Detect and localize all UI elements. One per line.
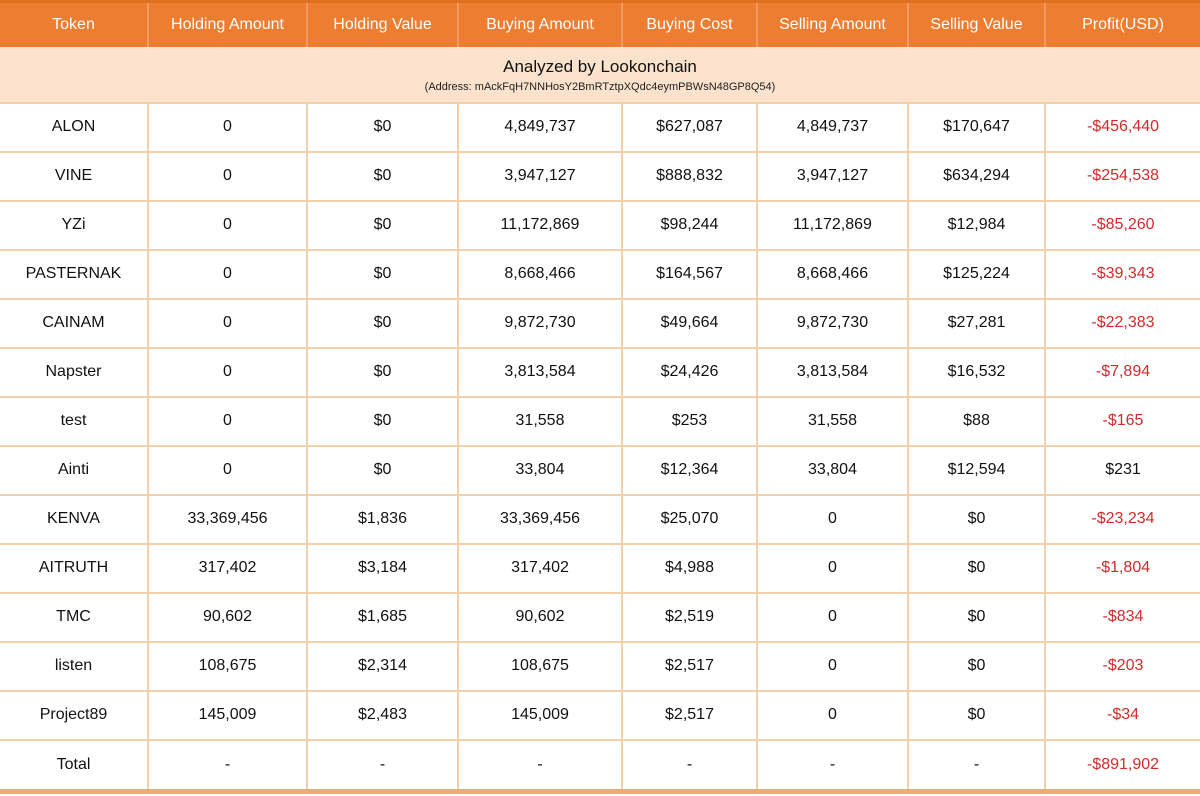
- cell-value: 9,872,730: [757, 299, 908, 348]
- cell-value: 11,172,869: [757, 201, 908, 250]
- token-name: TMC: [0, 593, 148, 642]
- cell-value: $0: [908, 642, 1045, 691]
- cell-value: $3,184: [307, 544, 458, 593]
- cell-value: $627,087: [622, 103, 757, 152]
- cell-value: 90,602: [148, 593, 307, 642]
- cell-value: -: [622, 740, 757, 789]
- profit-value: -$203: [1045, 642, 1200, 691]
- column-header-token: Token: [0, 2, 148, 47]
- cell-value: $0: [307, 152, 458, 201]
- cell-value: $0: [307, 299, 458, 348]
- cell-value: 8,668,466: [458, 250, 622, 299]
- cell-value: $24,426: [622, 348, 757, 397]
- cell-value: $27,281: [908, 299, 1045, 348]
- cell-value: 0: [148, 299, 307, 348]
- cell-value: $12,364: [622, 446, 757, 495]
- column-header-buying-amount: Buying Amount: [458, 2, 622, 47]
- cell-value: 3,947,127: [458, 152, 622, 201]
- token-name: AITRUTH: [0, 544, 148, 593]
- cell-value: $2,314: [307, 642, 458, 691]
- token-name: YZi: [0, 201, 148, 250]
- cell-value: $0: [908, 691, 1045, 740]
- cell-value: $125,224: [908, 250, 1045, 299]
- cell-value: 0: [757, 495, 908, 544]
- cell-value: 0: [148, 348, 307, 397]
- table-row: [0, 446, 1200, 495]
- cell-value: 90,602: [458, 593, 622, 642]
- header-row: [0, 2, 1200, 47]
- table-row: [0, 691, 1200, 740]
- profit-value: -$254,538: [1045, 152, 1200, 201]
- cell-value: 145,009: [458, 691, 622, 740]
- cell-value: 145,009: [148, 691, 307, 740]
- cell-value: $0: [908, 593, 1045, 642]
- token-name: test: [0, 397, 148, 446]
- cell-value: $1,836: [307, 495, 458, 544]
- column-header-profit-usd-: Profit(USD): [1045, 2, 1200, 47]
- cell-value: -: [757, 740, 908, 789]
- cell-value: $12,984: [908, 201, 1045, 250]
- cell-value: 3,947,127: [757, 152, 908, 201]
- table-row: [0, 152, 1200, 201]
- profit-value: -$891,902: [1045, 740, 1200, 789]
- profit-value: -$34: [1045, 691, 1200, 740]
- token-name: VINE: [0, 152, 148, 201]
- cell-value: -: [908, 740, 1045, 789]
- cell-value: $0: [307, 446, 458, 495]
- cell-value: $164,567: [622, 250, 757, 299]
- cell-value: $49,664: [622, 299, 757, 348]
- cell-value: $0: [908, 495, 1045, 544]
- profit-value: -$165: [1045, 397, 1200, 446]
- cell-value: $0: [307, 348, 458, 397]
- table-row: [0, 544, 1200, 593]
- profit-value: -$39,343: [1045, 250, 1200, 299]
- cell-value: $88: [908, 397, 1045, 446]
- token-name: Napster: [0, 348, 148, 397]
- cell-value: $634,294: [908, 152, 1045, 201]
- profit-value: $231: [1045, 446, 1200, 495]
- cell-value: $1,685: [307, 593, 458, 642]
- cell-value: $16,532: [908, 348, 1045, 397]
- table-row: [0, 103, 1200, 152]
- cell-value: 3,813,584: [458, 348, 622, 397]
- table-body: [0, 47, 1200, 789]
- table-row: [0, 250, 1200, 299]
- banner-row: [0, 47, 1200, 103]
- table-row: [0, 348, 1200, 397]
- cell-value: $0: [307, 250, 458, 299]
- table-row: [0, 642, 1200, 691]
- cell-value: $98,244: [622, 201, 757, 250]
- profit-value: -$456,440: [1045, 103, 1200, 152]
- cell-value: 0: [757, 544, 908, 593]
- cell-value: 317,402: [458, 544, 622, 593]
- token-name: Total: [0, 740, 148, 789]
- token-name: Ainti: [0, 446, 148, 495]
- cell-value: 31,558: [458, 397, 622, 446]
- cell-value: 0: [148, 397, 307, 446]
- cell-value: $0: [307, 201, 458, 250]
- cell-value: 33,369,456: [458, 495, 622, 544]
- total-row: [0, 740, 1200, 789]
- cell-value: $253: [622, 397, 757, 446]
- token-name: Project89: [0, 691, 148, 740]
- cell-value: 0: [148, 201, 307, 250]
- cell-value: $170,647: [908, 103, 1045, 152]
- cell-value: 0: [148, 250, 307, 299]
- table-row: [0, 201, 1200, 250]
- cell-value: 0: [757, 642, 908, 691]
- cell-value: $2,519: [622, 593, 757, 642]
- cell-value: 0: [148, 152, 307, 201]
- profit-value: -$23,234: [1045, 495, 1200, 544]
- cell-value: 0: [757, 691, 908, 740]
- column-header-holding-amount: Holding Amount: [148, 2, 307, 47]
- cell-value: 3,813,584: [757, 348, 908, 397]
- cell-value: $4,988: [622, 544, 757, 593]
- cell-value: $2,483: [307, 691, 458, 740]
- cell-value: 108,675: [458, 642, 622, 691]
- banner-title: Analyzed by Lookonchain: [503, 57, 697, 77]
- table-row: [0, 593, 1200, 642]
- cell-value: $0: [908, 544, 1045, 593]
- cell-value: $888,832: [622, 152, 757, 201]
- cell-value: 33,369,456: [148, 495, 307, 544]
- cell-value: -: [458, 740, 622, 789]
- cell-value: $25,070: [622, 495, 757, 544]
- cell-value: 11,172,869: [458, 201, 622, 250]
- cell-value: 4,849,737: [757, 103, 908, 152]
- token-name: CAINAM: [0, 299, 148, 348]
- cell-value: 8,668,466: [757, 250, 908, 299]
- cell-value: 0: [148, 446, 307, 495]
- column-header-selling-value: Selling Value: [908, 2, 1045, 47]
- cell-value: 9,872,730: [458, 299, 622, 348]
- bottom-accent-strip: [0, 789, 1200, 794]
- profit-value: -$7,894: [1045, 348, 1200, 397]
- cell-value: $0: [307, 103, 458, 152]
- cell-value: $12,594: [908, 446, 1045, 495]
- cell-value: 4,849,737: [458, 103, 622, 152]
- cell-value: 0: [148, 103, 307, 152]
- banner-address: (Address: mAckFqH7NNHosY2BmRTztpXQdc4eymPBWsN48GP8Q54): [424, 80, 776, 93]
- analysis-banner: [0, 47, 1200, 103]
- table-row: [0, 397, 1200, 446]
- profit-value: -$22,383: [1045, 299, 1200, 348]
- token-name: PASTERNAK: [0, 250, 148, 299]
- cell-value: $0: [307, 397, 458, 446]
- profit-value: -$85,260: [1045, 201, 1200, 250]
- token-name: listen: [0, 642, 148, 691]
- column-header-selling-amount: Selling Amount: [757, 2, 908, 47]
- cell-value: -: [307, 740, 458, 789]
- profit-value: -$834: [1045, 593, 1200, 642]
- cell-value: 108,675: [148, 642, 307, 691]
- token-name: KENVA: [0, 495, 148, 544]
- profit-value: -$1,804: [1045, 544, 1200, 593]
- cell-value: $2,517: [622, 642, 757, 691]
- table-row: [0, 495, 1200, 544]
- token-name: ALON: [0, 103, 148, 152]
- cell-value: 33,804: [757, 446, 908, 495]
- cell-value: 31,558: [757, 397, 908, 446]
- cell-value: 0: [757, 593, 908, 642]
- column-header-holding-value: Holding Value: [307, 2, 458, 47]
- cell-value: 33,804: [458, 446, 622, 495]
- cell-value: $2,517: [622, 691, 757, 740]
- cell-value: 317,402: [148, 544, 307, 593]
- table-row: [0, 299, 1200, 348]
- cell-value: -: [148, 740, 307, 789]
- column-header-buying-cost: Buying Cost: [622, 2, 757, 47]
